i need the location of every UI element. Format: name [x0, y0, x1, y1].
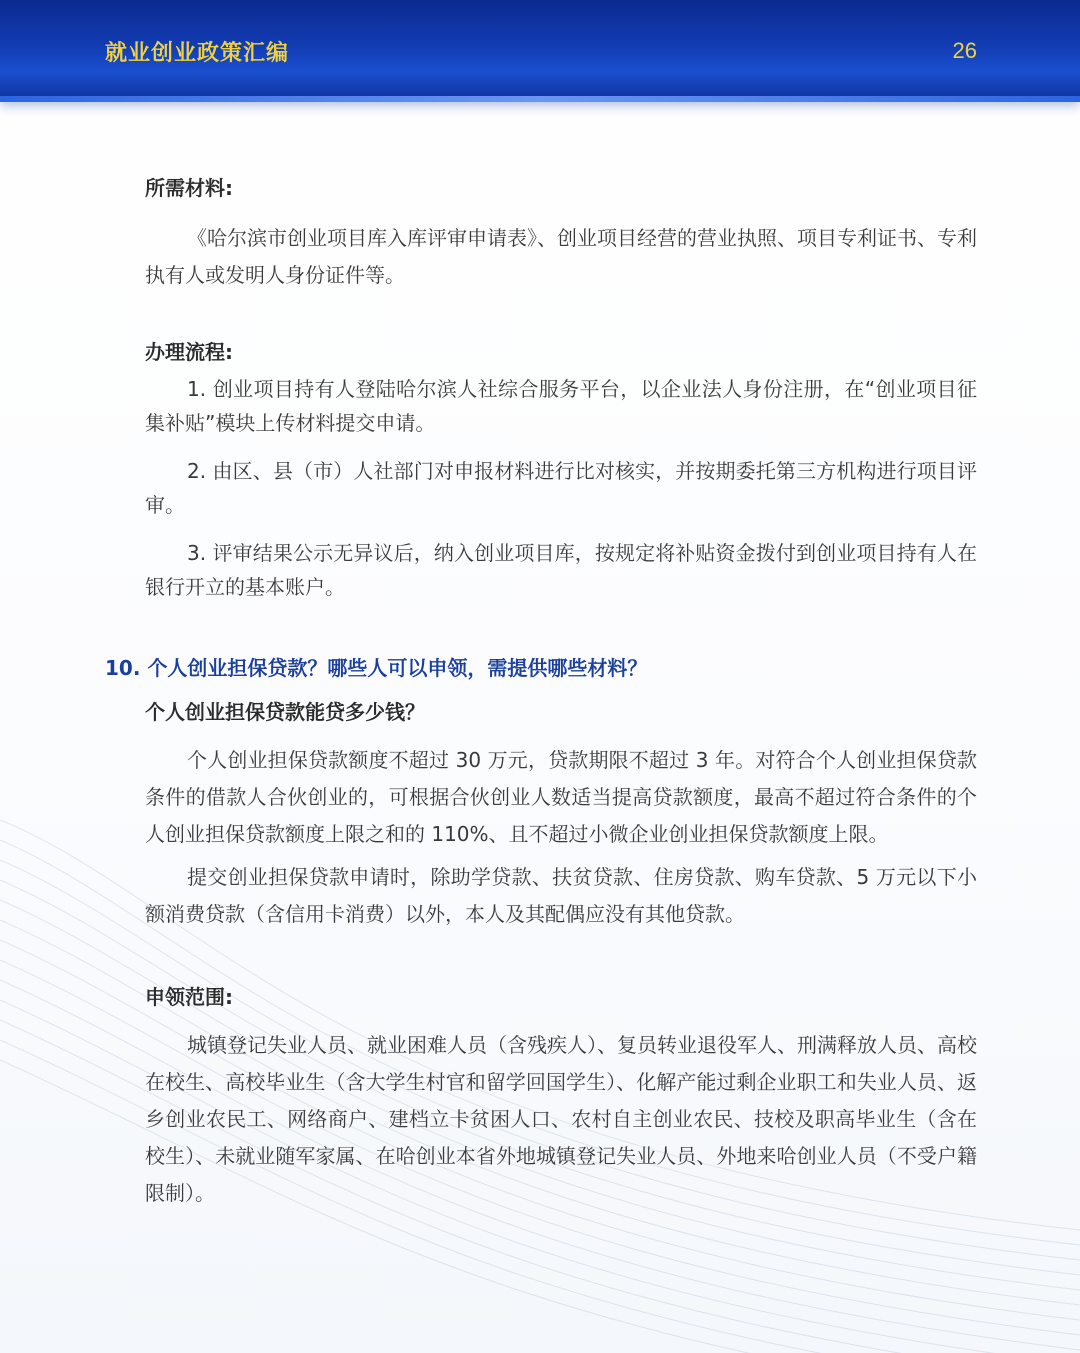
page-header [0, 0, 1080, 102]
process-step-2: 2. 由区、县（市）人社部门对申报材料进行比对核实，并按期委托第三方机构进行项目评审。 [145, 459, 977, 517]
loan-amount-paragraph: 个人创业担保贷款额度不超过 30 万元，贷款期限不超过 3 年。对符合个人创业担保贷款条件的借款人合伙创业的，可根据合伙创业人数适当提高贷款额度，最高不超过符合条件的个人创业担保贷款额度上限之和的 110%、且不超过小微企业创业担保贷款额度上限。 [145, 748, 977, 846]
page-content [105, 170, 977, 1212]
process-step-1: 1. 创业项目持有人登陆哈尔滨人社综合服务平台，以企业法人身份注册，在“创业项目征集补贴”模块上传材料提交申请。 [145, 377, 977, 435]
materials-text: 《哈尔滨市创业项目库入库评审申请表》、创业项目经营的营业执照、项目专利证书、专利执有人或发明人身份证件等。 [145, 226, 977, 287]
document-title: 就业创业政策汇编 [105, 41, 290, 66]
page-number: 26 [952, 38, 977, 63]
scope-text: 城镇登记失业人员、就业困难人员（含残疾人）、复员转业退役军人、刑满释放人员、高校在校生、高校毕业生（含大学生村官和留学回国学生）、化解产能过剩企业职工和失业人员、返乡创业农民工、网络商户、建档立卡贫困人口、农村自主创业农民、技校及职高毕业生（含在校生）、未就业随军家属、在哈创业本省外地城镇登记失业人员、外地来哈创业人员（不受户籍限制）。 [145, 1033, 977, 1205]
process-step-3: 3. 评审结果公示无异议后，纳入创业项目库，按规定将补贴资金拨付到创业项目持有人在银行开立的基本账户。 [145, 541, 977, 599]
materials-heading: 所需材料: [145, 176, 233, 200]
loan-amount-question: 个人创业担保贷款能贷多少钱？ [145, 700, 425, 724]
section-10-title: 10. 个人创业担保贷款？哪些人可以申领，需提供哪些材料？ [105, 656, 648, 680]
process-heading: 办理流程: [145, 340, 233, 364]
loan-condition-paragraph: 提交创业担保贷款申请时，除助学贷款、扶贫贷款、住房贷款、购车贷款、5 万元以下小额消费贷款（含信用卡消费）以外，本人及其配偶应没有其他贷款。 [145, 865, 977, 926]
scope-heading: 申领范围: [145, 985, 233, 1009]
